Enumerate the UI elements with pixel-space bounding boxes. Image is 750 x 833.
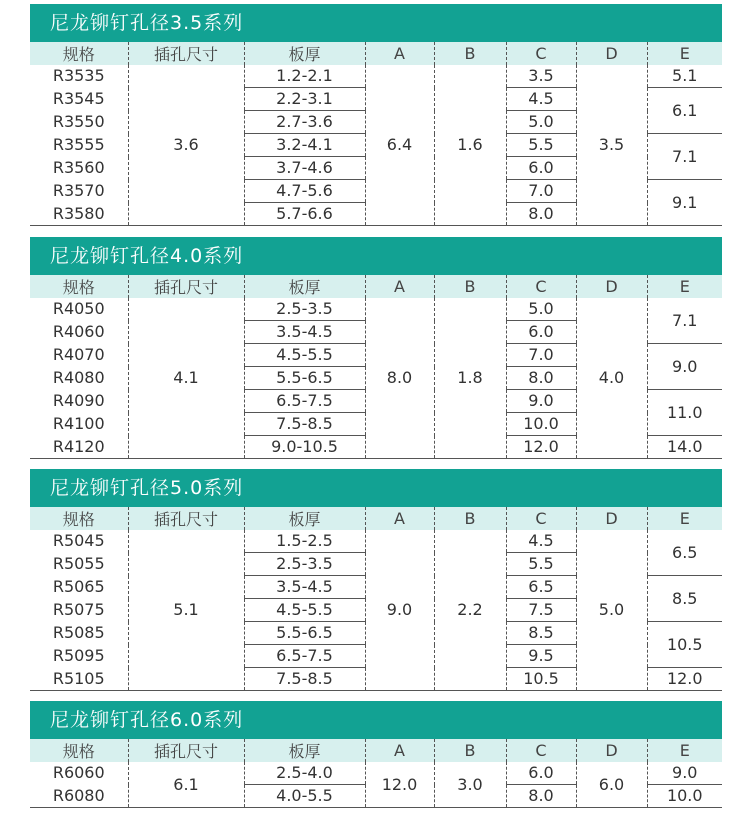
- c-value-cell: 6.0: [506, 762, 576, 785]
- thickness-cell: 5.7-6.6: [244, 203, 365, 226]
- c-value-cell: 5.0: [506, 298, 576, 321]
- c-value-cell: 10.5: [506, 668, 576, 691]
- column-header: B: [434, 507, 506, 530]
- e-value-cell: 6.1: [647, 88, 722, 134]
- thickness-cell: 5.5-6.5: [244, 367, 365, 390]
- model-cell: R4090: [52, 391, 105, 410]
- d-value-cell: 4.0: [576, 298, 647, 459]
- model-cell: R3555: [52, 135, 105, 154]
- e-value-cell: 9.0: [647, 762, 722, 785]
- c-value-cell: 8.5: [506, 622, 576, 645]
- c-value-cell: 9.0: [506, 390, 576, 413]
- model-cell: R3580: [30, 203, 128, 226]
- c-value-cell: 7.0: [506, 180, 576, 203]
- column-header: B: [434, 275, 506, 298]
- model-cell: R6080: [30, 785, 128, 808]
- b-value-cell: 1.8: [434, 298, 506, 459]
- b-value-cell: 2.2: [434, 530, 506, 691]
- table-header-row: [30, 42, 722, 65]
- model-cell: R4060: [52, 322, 105, 341]
- column-header: 插孔尺寸: [128, 507, 244, 530]
- a-value-cell: 8.0: [365, 298, 434, 459]
- e-value-cell: 7.1: [647, 134, 722, 180]
- model-cell: R4120: [30, 436, 128, 459]
- spec-table: [30, 275, 722, 459]
- e-value-cell: 6.5: [647, 530, 722, 576]
- thickness-cell: 2.5-3.5: [244, 553, 365, 576]
- table-header-row: [30, 739, 722, 762]
- model-cell: R5075: [52, 600, 105, 619]
- column-header: D: [576, 739, 647, 762]
- c-value-cell: 9.5: [506, 645, 576, 668]
- column-header: A: [365, 275, 434, 298]
- model-cell: R3570: [52, 181, 105, 200]
- column-header: B: [434, 739, 506, 762]
- table-row: [30, 65, 722, 88]
- column-header: D: [576, 42, 647, 65]
- model-cell: R5055: [52, 554, 105, 573]
- column-header: C: [506, 739, 576, 762]
- series-section: [30, 701, 722, 808]
- thickness-cell: 4.0-5.5: [244, 785, 365, 808]
- column-header: B: [434, 42, 506, 65]
- a-value-cell: 12.0: [365, 762, 434, 808]
- hole-size-cell: 4.1: [128, 298, 244, 459]
- model-cell: R5065: [52, 577, 105, 596]
- hole-size-cell: 3.6: [128, 65, 244, 226]
- column-header: D: [576, 507, 647, 530]
- b-value-cell: 1.6: [434, 65, 506, 226]
- c-value-cell: 4.5: [506, 530, 576, 553]
- c-value-cell: 10.0: [506, 413, 576, 436]
- spec-table: [30, 42, 722, 226]
- model-cell: R3535: [52, 66, 105, 86]
- thickness-cell: 2.2-3.1: [244, 88, 365, 111]
- c-value-cell: 6.0: [506, 321, 576, 344]
- c-value-cell: 5.5: [506, 134, 576, 157]
- c-value-cell: 8.0: [506, 367, 576, 390]
- column-header: E: [647, 275, 722, 298]
- c-value-cell: 5.0: [506, 111, 576, 134]
- series-title: 尼龙铆钉孔径6.0系列: [30, 701, 722, 739]
- model-cell: R4070: [52, 345, 105, 364]
- column-header: 规格: [30, 507, 128, 530]
- model-cell: R6060: [52, 763, 105, 783]
- spec-table: [30, 739, 722, 808]
- model-cell: R5095: [52, 646, 105, 665]
- thickness-cell: 2.7-3.6: [244, 111, 365, 134]
- e-value-cell: 14.0: [647, 436, 722, 459]
- thickness-cell: 5.5-6.5: [244, 622, 365, 645]
- series-section: [30, 469, 722, 691]
- c-value-cell: 7.5: [506, 599, 576, 622]
- column-header: C: [506, 42, 576, 65]
- column-header: 板厚: [244, 507, 365, 530]
- c-value-cell: 8.0: [506, 203, 576, 226]
- thickness-cell: 4.5-5.5: [244, 599, 365, 622]
- column-header: E: [647, 42, 722, 65]
- b-value-cell: 3.0: [434, 762, 506, 808]
- thickness-cell: 9.0-10.5: [244, 436, 365, 459]
- thickness-cell: 1.2-2.1: [244, 65, 365, 88]
- thickness-cell: 4.7-5.6: [244, 180, 365, 203]
- hole-size-cell: 5.1: [128, 530, 244, 691]
- c-value-cell: 4.5: [506, 88, 576, 111]
- series-title: 尼龙铆钉孔径3.5系列: [30, 4, 722, 42]
- a-value-cell: 9.0: [365, 530, 434, 691]
- thickness-cell: 6.5-7.5: [244, 645, 365, 668]
- e-value-cell: 11.0: [647, 390, 722, 436]
- column-header: E: [647, 507, 722, 530]
- d-value-cell: 6.0: [576, 762, 647, 808]
- model-cell: R3545: [52, 89, 105, 108]
- table-header-row: [30, 507, 722, 530]
- thickness-cell: 7.5-8.5: [244, 668, 365, 691]
- table-row: [30, 530, 722, 553]
- column-header: 板厚: [244, 739, 365, 762]
- c-value-cell: 3.5: [506, 65, 576, 88]
- series-section: [30, 4, 722, 226]
- model-cell: R5045: [52, 531, 105, 551]
- d-value-cell: 5.0: [576, 530, 647, 691]
- table-row: [30, 762, 722, 785]
- e-value-cell: 7.1: [647, 298, 722, 344]
- model-cell: R5085: [52, 623, 105, 642]
- c-value-cell: 7.0: [506, 344, 576, 367]
- series-title: 尼龙铆钉孔径4.0系列: [30, 237, 722, 275]
- model-cell: R3550: [52, 112, 105, 131]
- thickness-cell: 7.5-8.5: [244, 413, 365, 436]
- thickness-cell: 6.5-7.5: [244, 390, 365, 413]
- thickness-cell: 3.2-4.1: [244, 134, 365, 157]
- column-header: 插孔尺寸: [128, 275, 244, 298]
- c-value-cell: 8.0: [506, 785, 576, 808]
- c-value-cell: 5.5: [506, 553, 576, 576]
- column-header: C: [506, 507, 576, 530]
- series-title: 尼龙铆钉孔径5.0系列: [30, 469, 722, 507]
- column-header: C: [506, 275, 576, 298]
- e-value-cell: 9.1: [647, 180, 722, 226]
- thickness-cell: 3.5-4.5: [244, 576, 365, 599]
- hole-size-cell: 6.1: [128, 762, 244, 808]
- thickness-cell: 1.5-2.5: [244, 530, 365, 553]
- column-header: A: [365, 507, 434, 530]
- e-value-cell: 12.0: [647, 668, 722, 691]
- thickness-cell: 3.7-4.6: [244, 157, 365, 180]
- spec-table: [30, 507, 722, 691]
- table-row: [30, 298, 722, 321]
- column-header: E: [647, 739, 722, 762]
- c-value-cell: 6.5: [506, 576, 576, 599]
- column-header: 规格: [30, 739, 128, 762]
- c-value-cell: 6.0: [506, 157, 576, 180]
- table-header-row: [30, 275, 722, 298]
- model-cell: R3560: [52, 158, 105, 177]
- model-cell: R5105: [30, 668, 128, 691]
- thickness-cell: 2.5-3.5: [244, 298, 365, 321]
- e-value-cell: 9.0: [647, 344, 722, 390]
- e-value-cell: 10.0: [647, 785, 722, 808]
- series-section: [30, 237, 722, 459]
- e-value-cell: 5.1: [647, 65, 722, 88]
- e-value-cell: 10.5: [647, 622, 722, 668]
- model-cell: R4050: [52, 299, 105, 319]
- e-value-cell: 8.5: [647, 576, 722, 622]
- model-cell: R4100: [52, 414, 105, 433]
- column-header: A: [365, 42, 434, 65]
- d-value-cell: 3.5: [576, 65, 647, 226]
- column-header: 规格: [30, 42, 128, 65]
- column-header: 板厚: [244, 42, 365, 65]
- model-cell: R4080: [52, 368, 105, 387]
- c-value-cell: 12.0: [506, 436, 576, 459]
- column-header: A: [365, 739, 434, 762]
- column-header: 板厚: [244, 275, 365, 298]
- a-value-cell: 6.4: [365, 65, 434, 226]
- thickness-cell: 3.5-4.5: [244, 321, 365, 344]
- column-header: 插孔尺寸: [128, 739, 244, 762]
- column-header: 插孔尺寸: [128, 42, 244, 65]
- column-header: 规格: [30, 275, 128, 298]
- column-header: D: [576, 275, 647, 298]
- thickness-cell: 2.5-4.0: [244, 762, 365, 785]
- thickness-cell: 4.5-5.5: [244, 344, 365, 367]
